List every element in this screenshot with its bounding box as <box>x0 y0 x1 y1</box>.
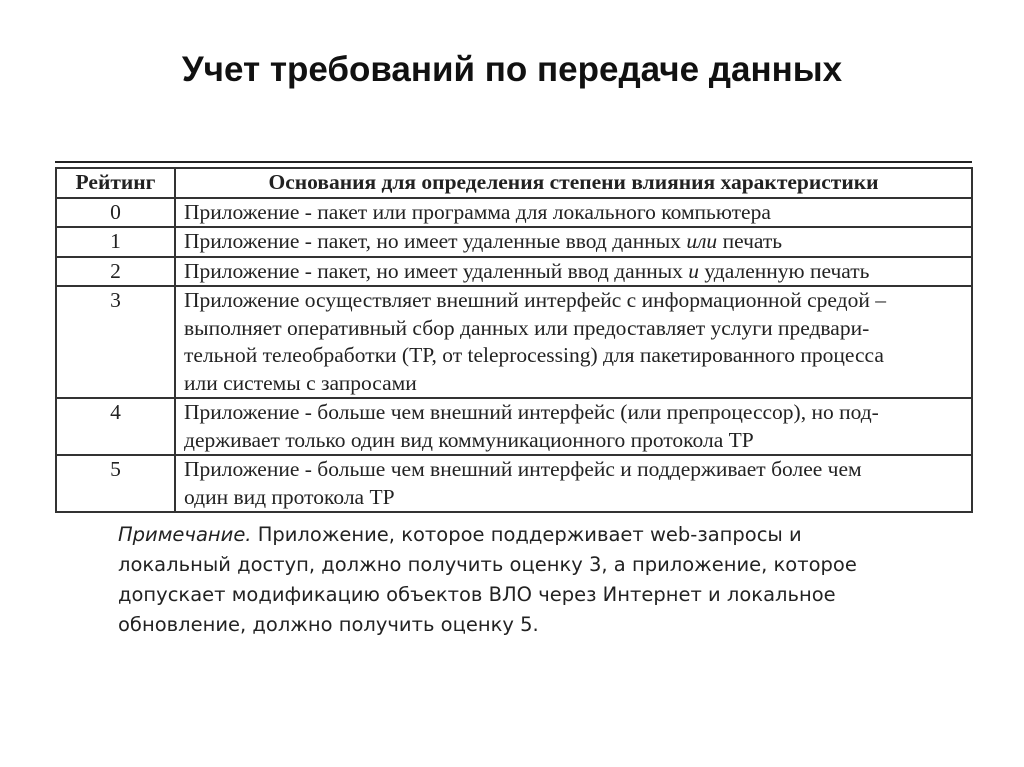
header-rating: Рейтинг <box>56 168 175 198</box>
basis-cell <box>175 455 972 512</box>
table-row <box>56 286 972 398</box>
basis-text: Приложение - пакет, но имеет удаленный ввод данных <box>184 258 689 283</box>
note-line: локальный доступ, должно получить оценку 3, а приложение, которое <box>118 553 857 576</box>
basis-line: или системы с запросами <box>184 370 417 395</box>
header-basis: Основания для определения степени влияния характеристики <box>175 168 972 198</box>
rating-cell: 3 <box>56 286 175 398</box>
rating-cell: 0 <box>56 198 175 228</box>
table-header-row <box>56 168 972 198</box>
note-line: Приложение, которое поддерживает web-запросы и <box>251 523 802 546</box>
basis-line: выполняет оперативный сбор данных или предоставляет услуги предвари- <box>184 315 870 340</box>
basis-text: печать <box>717 229 783 253</box>
table-row <box>56 198 972 228</box>
basis-line: Приложение осуществляет внешний интерфейс с информационной средой – <box>184 288 886 312</box>
basis-text-italic: и <box>688 258 700 283</box>
basis-text-italic: или <box>686 229 718 253</box>
note-line: обновление, должно получить оценку 5. <box>118 613 539 636</box>
basis-cell <box>175 257 972 287</box>
basis-line: держивает только один вид коммуникационного протокола ТР <box>184 427 754 452</box>
slide-title: Учет требований по передаче данных <box>181 50 843 89</box>
note-paragraph <box>118 520 908 640</box>
basis-cell <box>175 286 972 398</box>
rating-cell: 5 <box>56 455 175 512</box>
table-row <box>56 398 972 455</box>
rating-cell: 4 <box>56 398 175 455</box>
basis-line: Приложение - больше чем внешний интерфейс (или препроцессор), но под- <box>184 400 879 424</box>
basis-line: тельной телеобработки (ТР, от teleprocessing) для пакетированного процесса <box>184 343 884 367</box>
table-row <box>56 227 972 257</box>
basis-line: один вид протокола ТР <box>184 484 395 509</box>
basis-cell <box>175 198 972 228</box>
basis-text: Приложение - пакет или программа для локального компьютера <box>184 199 771 224</box>
rating-cell: 1 <box>56 227 175 257</box>
table-row <box>56 455 972 512</box>
table-row <box>56 257 972 287</box>
basis-text: Приложение - пакет, но имеет удаленные ввод данных <box>184 229 687 253</box>
basis-cell <box>175 227 972 257</box>
rating-table <box>55 167 973 513</box>
basis-text: удаленную печать <box>699 258 870 283</box>
note-label: Примечание. <box>118 523 252 546</box>
table-top-rule <box>55 161 972 163</box>
basis-cell <box>175 398 972 455</box>
note-line: допускает модификацию объектов ВЛО через Интернет и локальное <box>118 583 836 606</box>
rating-cell: 2 <box>56 257 175 287</box>
basis-line: Приложение - больше чем внешний интерфейс и поддерживает более чем <box>184 457 862 481</box>
